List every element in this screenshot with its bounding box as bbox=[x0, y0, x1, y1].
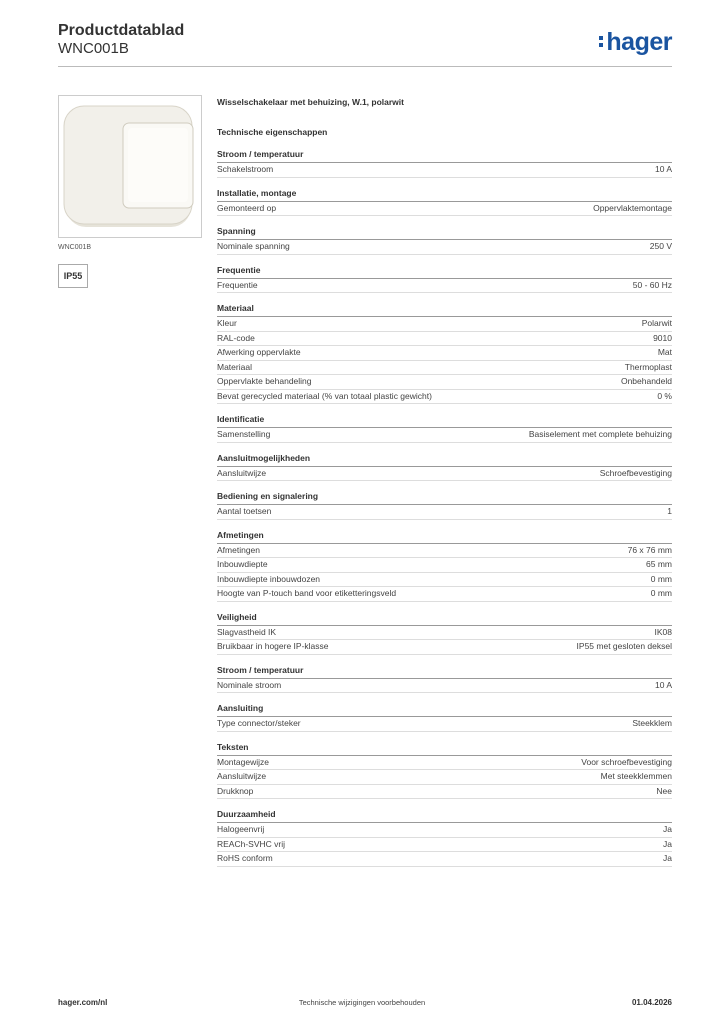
switch-box-icon bbox=[59, 96, 201, 237]
spec-row bbox=[217, 361, 672, 376]
spec-value: 76 x 76 mm bbox=[627, 544, 672, 555]
spec-row bbox=[217, 770, 672, 785]
spec-row bbox=[217, 756, 672, 771]
spec-value: 1 bbox=[667, 506, 672, 516]
spec-label: Samenstelling bbox=[217, 429, 271, 439]
spec-value: Oppervlaktemontage bbox=[593, 202, 672, 213]
spec-value: Polarwit bbox=[641, 318, 672, 328]
spec-label: Inbouwdiepte bbox=[217, 559, 268, 569]
section-title: Stroom / temperatuur bbox=[217, 665, 672, 679]
spec-label: Aansluitwijze bbox=[217, 771, 267, 781]
spec-label: Nominale stroom bbox=[217, 679, 282, 690]
spec-value: Steekklem bbox=[632, 718, 672, 728]
spec-row bbox=[217, 467, 672, 482]
spec-section bbox=[217, 742, 672, 800]
spec-row bbox=[217, 573, 672, 588]
spec-row bbox=[217, 279, 672, 294]
spec-value: 10 A bbox=[654, 679, 672, 690]
ip-rating-badge: IP55 bbox=[58, 264, 88, 288]
footer-date: 01.04.2026 bbox=[631, 998, 672, 1007]
footer-note: Technische wijzigingen voorbehouden bbox=[298, 998, 426, 1007]
spec-value: 0 mm bbox=[650, 573, 672, 584]
product-image bbox=[58, 95, 202, 238]
spec-label: Bevat gerecycled materiaal (% van totaal plastic gewicht) bbox=[217, 390, 432, 401]
spec-value: Mat bbox=[657, 347, 672, 357]
spec-label: RAL-code bbox=[217, 332, 255, 343]
spec-row bbox=[217, 785, 672, 800]
spec-row bbox=[217, 640, 672, 655]
section-title: Teksten bbox=[217, 742, 672, 756]
spec-value: 0 mm bbox=[650, 588, 672, 598]
section-title: Bediening en signalering bbox=[217, 491, 672, 505]
spec-section bbox=[217, 703, 672, 732]
spec-row bbox=[217, 587, 672, 602]
product-title: Wisselschakelaar met behuizing, W.1, polarwit bbox=[217, 97, 404, 107]
section-title: Veiligheid bbox=[217, 612, 672, 626]
spec-row bbox=[217, 375, 672, 390]
spec-value: Onbehandeld bbox=[620, 376, 672, 386]
spec-value: Ja bbox=[663, 853, 672, 863]
spec-label: Nominale spanning bbox=[217, 241, 290, 251]
spec-row bbox=[217, 240, 672, 255]
spec-section bbox=[217, 453, 672, 482]
spec-row bbox=[217, 317, 672, 332]
section-title: Aansluitmogelijkheden bbox=[217, 453, 672, 467]
spec-row bbox=[217, 544, 672, 559]
image-caption: WNC001B bbox=[58, 244, 92, 251]
spec-value: Basiselement met complete behuizing bbox=[528, 429, 672, 439]
spec-row bbox=[217, 163, 672, 178]
section-title: Installatie, montage bbox=[217, 188, 672, 202]
spec-value: Ja bbox=[663, 824, 672, 834]
spec-section bbox=[217, 612, 672, 655]
spec-section bbox=[217, 491, 672, 520]
spec-label: Aansluitwijze bbox=[217, 467, 267, 478]
spec-section bbox=[217, 414, 672, 443]
section-title: Afmetingen bbox=[217, 530, 672, 544]
spec-row bbox=[217, 626, 672, 641]
spec-label: Afmetingen bbox=[217, 544, 260, 555]
footer-website[interactable]: hager.com/nl bbox=[58, 998, 108, 1007]
spec-value: 0 % bbox=[657, 390, 672, 401]
spec-row bbox=[217, 558, 672, 573]
spec-value: IK08 bbox=[654, 626, 672, 637]
spec-value: Nee bbox=[656, 785, 672, 796]
spec-value: IP55 met gesloten deksel bbox=[576, 641, 672, 651]
spec-row bbox=[217, 202, 672, 217]
spec-label: Slagvastheid IK bbox=[217, 626, 277, 637]
spec-section bbox=[217, 665, 672, 694]
spec-row bbox=[217, 823, 672, 838]
spec-value: 65 mm bbox=[646, 559, 672, 569]
spec-section bbox=[217, 303, 672, 404]
spec-label: Hoogte van P-touch band voor etiketteringsveld bbox=[217, 588, 397, 598]
spec-value: Thermoplast bbox=[624, 361, 672, 372]
spec-value: 9010 bbox=[653, 332, 672, 343]
spec-value: Met steekklemmen bbox=[600, 771, 672, 781]
spec-value: Ja bbox=[663, 838, 672, 849]
spec-row bbox=[217, 505, 672, 520]
spec-section bbox=[217, 265, 672, 294]
spec-row bbox=[217, 332, 672, 347]
spec-label: Frequentie bbox=[217, 279, 258, 290]
section-title: Identificatie bbox=[217, 414, 672, 428]
spec-label: Halogeenvrij bbox=[217, 824, 265, 834]
spec-row bbox=[217, 390, 672, 405]
hager-logo: hager bbox=[599, 28, 672, 57]
spec-label: Materiaal bbox=[217, 361, 252, 372]
spec-label: Oppervlakte behandeling bbox=[217, 376, 312, 386]
spec-label: Drukknop bbox=[217, 785, 254, 796]
spec-section bbox=[217, 809, 672, 867]
spec-label: Montagewijze bbox=[217, 756, 269, 767]
spec-section bbox=[217, 530, 672, 602]
product-code: WNC001B bbox=[58, 40, 129, 57]
document-title: Productdatablad bbox=[58, 22, 185, 39]
section-title: Frequentie bbox=[217, 265, 672, 279]
spec-label: Aantal toetsen bbox=[217, 506, 272, 516]
section-title: Materiaal bbox=[217, 303, 672, 317]
spec-label: RoHS conform bbox=[217, 853, 273, 863]
section-title: Spanning bbox=[217, 226, 672, 240]
spec-row bbox=[217, 838, 672, 853]
spec-sections bbox=[217, 149, 672, 867]
spec-label: Kleur bbox=[217, 318, 237, 328]
spec-label: Afwerking oppervlakte bbox=[217, 347, 301, 357]
spec-row bbox=[217, 346, 672, 361]
spec-label: Inbouwdiepte inbouwdozen bbox=[217, 573, 321, 584]
spec-row bbox=[217, 852, 672, 867]
tech-heading: Technische eigenschappen bbox=[217, 127, 328, 137]
spec-section bbox=[217, 188, 672, 217]
spec-section bbox=[217, 149, 672, 178]
spec-content bbox=[217, 97, 672, 877]
header-divider bbox=[58, 66, 672, 67]
spec-label: Gemonteerd op bbox=[217, 202, 277, 213]
spec-row bbox=[217, 717, 672, 732]
spec-value: 50 - 60 Hz bbox=[632, 279, 672, 290]
spec-value: 10 A bbox=[654, 164, 672, 174]
spec-value: Schroefbevestiging bbox=[599, 467, 672, 478]
spec-label: Bruikbaar in hogere IP-klasse bbox=[217, 641, 329, 651]
spec-row bbox=[217, 679, 672, 694]
spec-section bbox=[217, 226, 672, 255]
logo-dots-icon bbox=[599, 33, 604, 50]
spec-value: 250 V bbox=[649, 241, 672, 251]
spec-label: REACh-SVHC vrij bbox=[217, 838, 286, 849]
section-title: Stroom / temperatuur bbox=[217, 149, 672, 163]
spec-value: Voor schroefbevestiging bbox=[581, 756, 672, 767]
section-title: Duurzaamheid bbox=[217, 809, 672, 823]
spec-row bbox=[217, 428, 672, 443]
spec-label: Type connector/steker bbox=[217, 718, 301, 728]
section-title: Aansluiting bbox=[217, 703, 672, 717]
spec-label: Schakelstroom bbox=[217, 164, 274, 174]
